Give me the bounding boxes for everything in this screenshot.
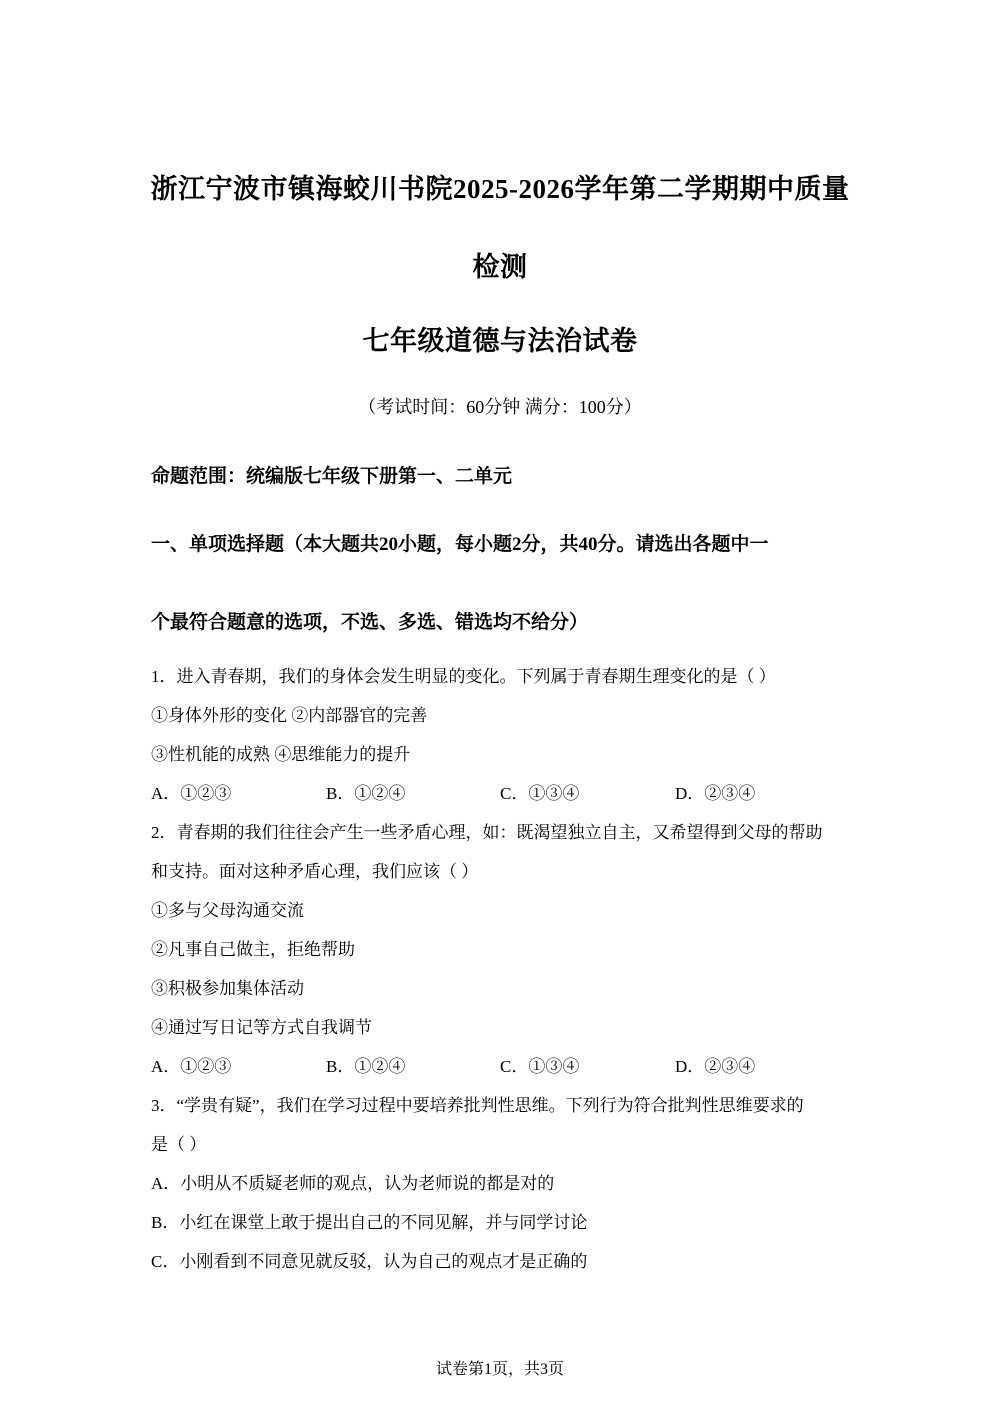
page-footer: 试卷第1页，共3页 <box>435 1361 564 1378</box>
section-heading-line2: 个最符合题意的选项，不选、多选、错选均不给分） <box>151 612 589 633</box>
q1-choice-c: C．①③④ <box>500 784 580 803</box>
q3-choice-c: C．小刚看到不同意见就反驳，认为自己的观点才是正确的 <box>151 1252 588 1271</box>
q3-choice-b: B．小红在课堂上敢于提出自己的不同见解，并与同学讨论 <box>151 1213 588 1232</box>
q2-stem-line2: 和支持。面对这种矛盾心理，我们应该（ ） <box>151 862 479 881</box>
exam-info: （考试时间：60分钟 满分：100分） <box>358 397 642 417</box>
exam-title-line2: 检测 <box>472 252 528 282</box>
q2-stem-line1: 2．青春期的我们往往会产生一些矛盾心理，如：既渴望独立自主，又希望得到父母的帮助 <box>151 823 823 842</box>
q1-choice-a: A．①②③ <box>151 784 232 803</box>
q2-item-3: ③积极参加集体活动 <box>151 979 304 998</box>
q1-items-row2: ③性机能的成熟 ④思维能力的提升 <box>151 745 411 764</box>
q2-choice-a: A．①②③ <box>151 1057 232 1076</box>
q2-item-1: ①多与父母沟通交流 <box>151 901 304 920</box>
q3-choice-a: A．小明从不质疑老师的观点，认为老师说的都是对的 <box>151 1174 555 1193</box>
q3-stem-line1: 3．“学贵有疑”，我们在学习过程中要培养批判性思维。下列行为符合批判性思维要求的 <box>151 1096 804 1115</box>
q2-choice-c: C．①③④ <box>500 1057 580 1076</box>
q1-choices <box>151 779 851 803</box>
q1-choice-d: D．②③④ <box>675 784 756 803</box>
q2-choice-d: D．②③④ <box>675 1057 756 1076</box>
q2-item-4: ④通过写日记等方式自我调节 <box>151 1018 372 1037</box>
q2-choice-b: B．①②④ <box>326 1057 406 1076</box>
q1-items-row1: ①身体外形的变化 ②内部器官的完善 <box>151 706 428 725</box>
q3-stem-line2: 是（ ） <box>151 1135 207 1154</box>
q1-choice-b: B．①②④ <box>326 784 406 803</box>
q2-item-2: ②凡事自己做主，拒绝帮助 <box>151 940 355 959</box>
exam-subtitle: 七年级道德与法治试卷 <box>362 326 638 356</box>
exam-title-line1: 浙江宁波市镇海蛟川书院2025-2026学年第二学期期中质量 <box>150 174 850 204</box>
exam-scope: 命题范围：统编版七年级下册第一、二单元 <box>151 466 513 487</box>
q2-choices <box>151 1052 851 1076</box>
section-heading-line1: 一、单项选择题（本大题共20小题，每小题2分，共40分。请选出各题中一 <box>151 534 769 555</box>
q1-stem: 1．进入青春期，我们的身体会发生明显的变化。下列属于青春期生理变化的是（ ） <box>151 667 776 686</box>
